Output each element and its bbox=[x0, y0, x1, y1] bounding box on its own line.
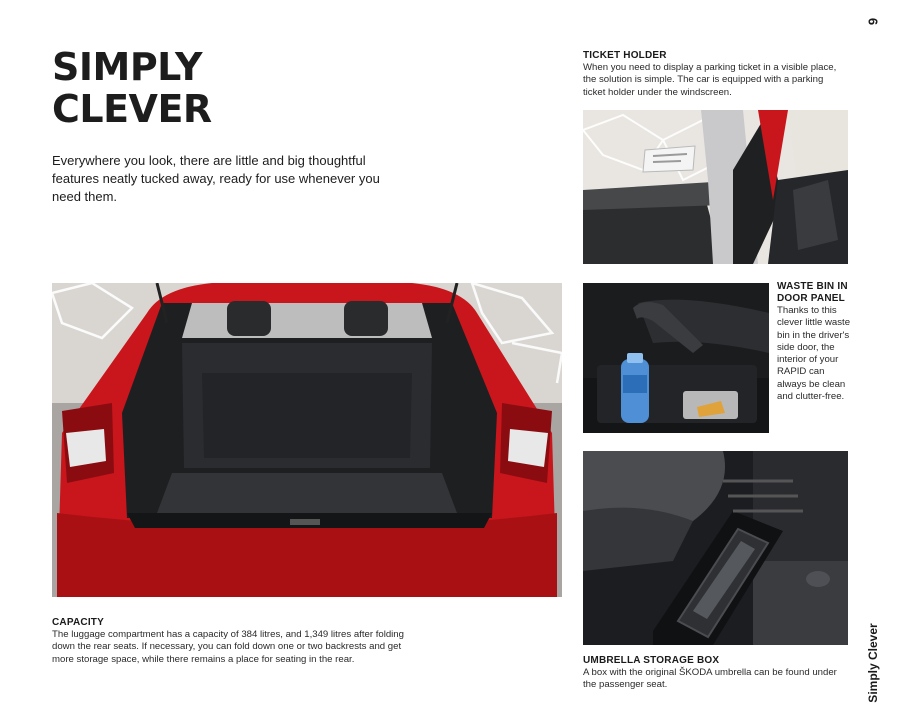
capacity-text: The luggage compartment has a capacity of 384 litres, and 1,349 litres after folding down the rear seats. If necessary, you can fold down one or two backrests and get more storage space, while there remains a place for seating in the rear. bbox=[52, 629, 404, 665]
waste-bin-text: Thanks to this clever little waste bin in the driver's side door, the interior of your RAPID can always be clean and clutter-free. bbox=[777, 305, 851, 403]
page-title bbox=[52, 46, 212, 130]
intro-paragraph: Everywhere you look, there are little and big thoughtful features neatly tucked away, ready for use whenever you need them. bbox=[52, 153, 380, 204]
umbrella-text: A box with the original ŠKODA umbrella can be found under the passenger seat. bbox=[583, 667, 837, 691]
waste-bin-heading-line-1: WASTE BIN IN bbox=[777, 281, 848, 292]
ticket-holder-photo bbox=[583, 110, 848, 264]
ticket-holder-block bbox=[583, 50, 848, 99]
umbrella-box-photo bbox=[583, 451, 848, 645]
waste-bin-heading bbox=[777, 281, 853, 305]
waste-bin-block bbox=[777, 281, 853, 403]
umbrella-heading: UMBRELLA STORAGE BOX bbox=[583, 655, 720, 666]
luggage-compartment-photo bbox=[52, 283, 562, 597]
ticket-holder-text: When you need to display a parking ticket in a visible place, the solution is simple. The car is equipped with a parking ticket holder under the windscreen. bbox=[583, 62, 837, 98]
waste-bin-photo bbox=[583, 283, 769, 433]
page-number: 6 bbox=[865, 17, 881, 26]
umbrella-block bbox=[583, 655, 848, 692]
title-line-1: SIMPLY bbox=[52, 45, 202, 89]
ticket-holder-heading: TICKET HOLDER bbox=[583, 50, 667, 61]
capacity-block bbox=[52, 617, 422, 666]
waste-bin-heading-line-2: DOOR PANEL bbox=[777, 293, 845, 304]
capacity-heading: CAPACITY bbox=[52, 617, 104, 628]
section-label: Simply Clever bbox=[866, 623, 880, 703]
title-line-2: CLEVER bbox=[52, 87, 212, 131]
